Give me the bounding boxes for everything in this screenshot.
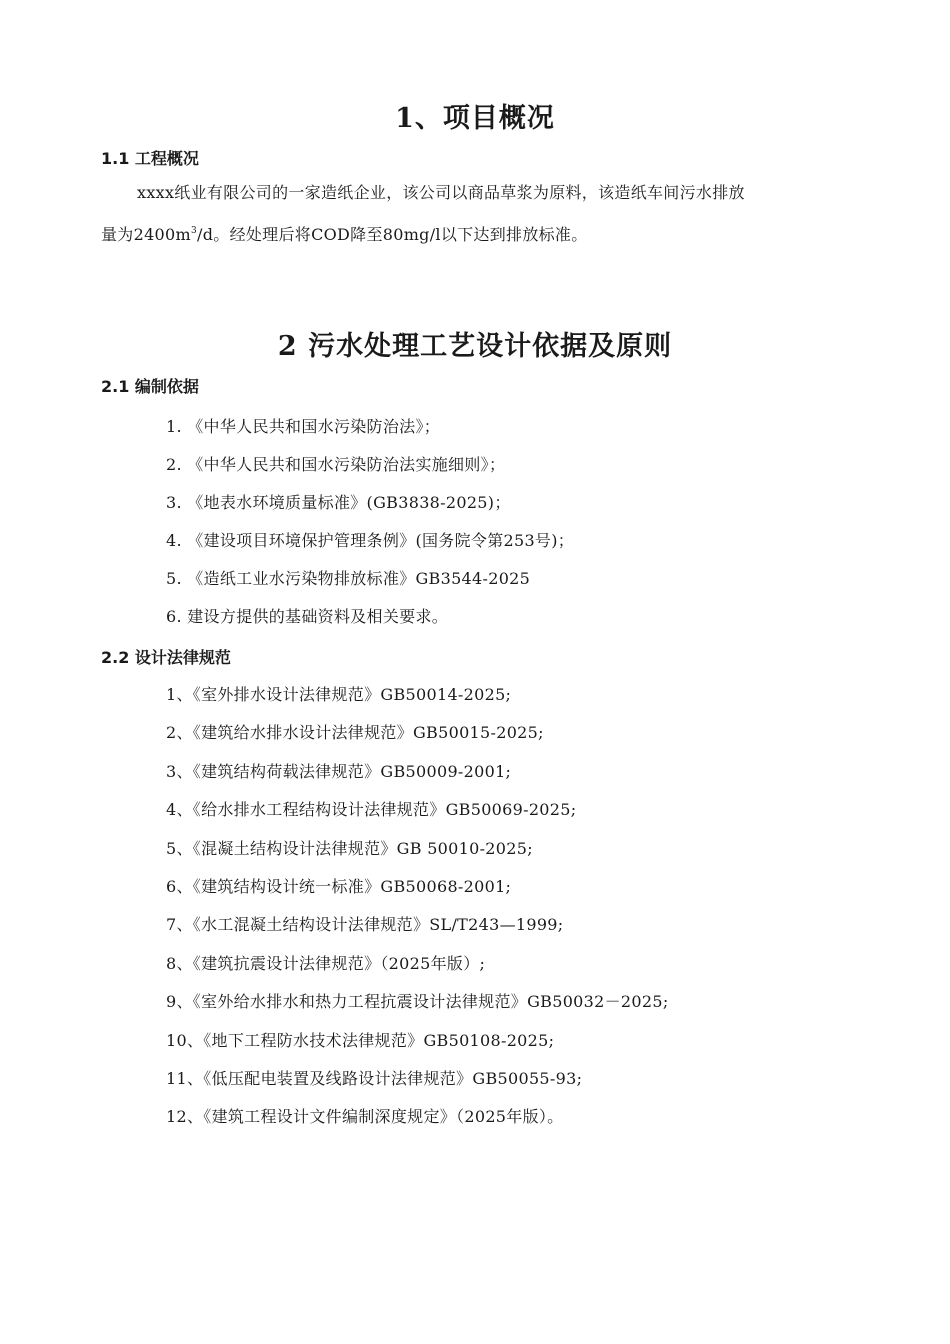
section-1-title: 1、项目概况 [395, 103, 555, 134]
paragraph-line-2: 量为$2400m^3/d$。经处理后将COD降至80mg/l以下达到排放标准。 [101, 225, 588, 244]
code-list-item: 2、《建筑给水排水设计法律规范》GB50015-2025; [166, 723, 544, 742]
section-2-title: 2 污水处理工艺设计依据及原则 [277, 331, 673, 362]
subsection-2-1-heading: 2.1 编制依据 [101, 377, 199, 396]
basis-list-item: 2. 《中华人民共和国水污染防治法实施细则》； [166, 455, 506, 474]
basis-list-item: 5. 《造纸工业水污染物排放标准》GB3544-2025 [166, 569, 531, 588]
code-list-item: 1、《室外排水设计法律规范》GB50014-2025; [166, 685, 512, 704]
code-list-item: 11、《低压配电装置及线路设计法律规范》GB50055-93; [166, 1069, 583, 1088]
subsection-2-2-heading: 2.2 设计法律规范 [101, 648, 231, 667]
basis-list-item: 1. 《中华人民共和国水污染防治法》； [166, 417, 441, 436]
code-list-item: 4、《给水排水工程结构设计法律规范》GB50069-2025; [166, 800, 577, 819]
code-list-item: 3、《建筑结构荷载法律规范》GB50009-2001; [166, 762, 512, 781]
basis-list-item: 6. 建设方提供的基础资料及相关要求。 [166, 607, 449, 626]
basis-list-item: 4. 《建设项目环境保护管理条例》(国务院令第253号)； [166, 531, 575, 550]
code-list-item: 12、《建筑工程设计文件编制深度规定》（2025年版）。 [166, 1107, 564, 1126]
basis-list-item: 3. 《地表水环境质量标准》(GB3838-2025)； [166, 493, 511, 512]
code-list-item: 5、《混凝土结构设计法律规范》GB 50010-2025; [166, 839, 533, 858]
code-list-item: 10、《地下工程防水技术法律规范》GB50108-2025; [166, 1031, 555, 1050]
paragraph-line-1: xxxx纸业有限公司的一家造纸企业，该公司以商品草浆为原料，该造纸车间污水排放 [137, 183, 745, 202]
code-list-item: 7、《水工混凝土结构设计法律规范》SL/T243—1999; [166, 915, 564, 934]
code-list-item: 6、《建筑结构设计统一标准》GB50068-2001; [166, 877, 512, 896]
code-list-item: 9、《室外给水排水和热力工程抗震设计法律规范》GB50032－2025; [166, 992, 669, 1011]
subsection-1-1-heading: 1.1 工程概况 [101, 149, 199, 168]
code-list-item: 8、《建筑抗震设计法律规范》（2025年版）; [166, 954, 486, 973]
project-overview-paragraph [101, 174, 861, 254]
